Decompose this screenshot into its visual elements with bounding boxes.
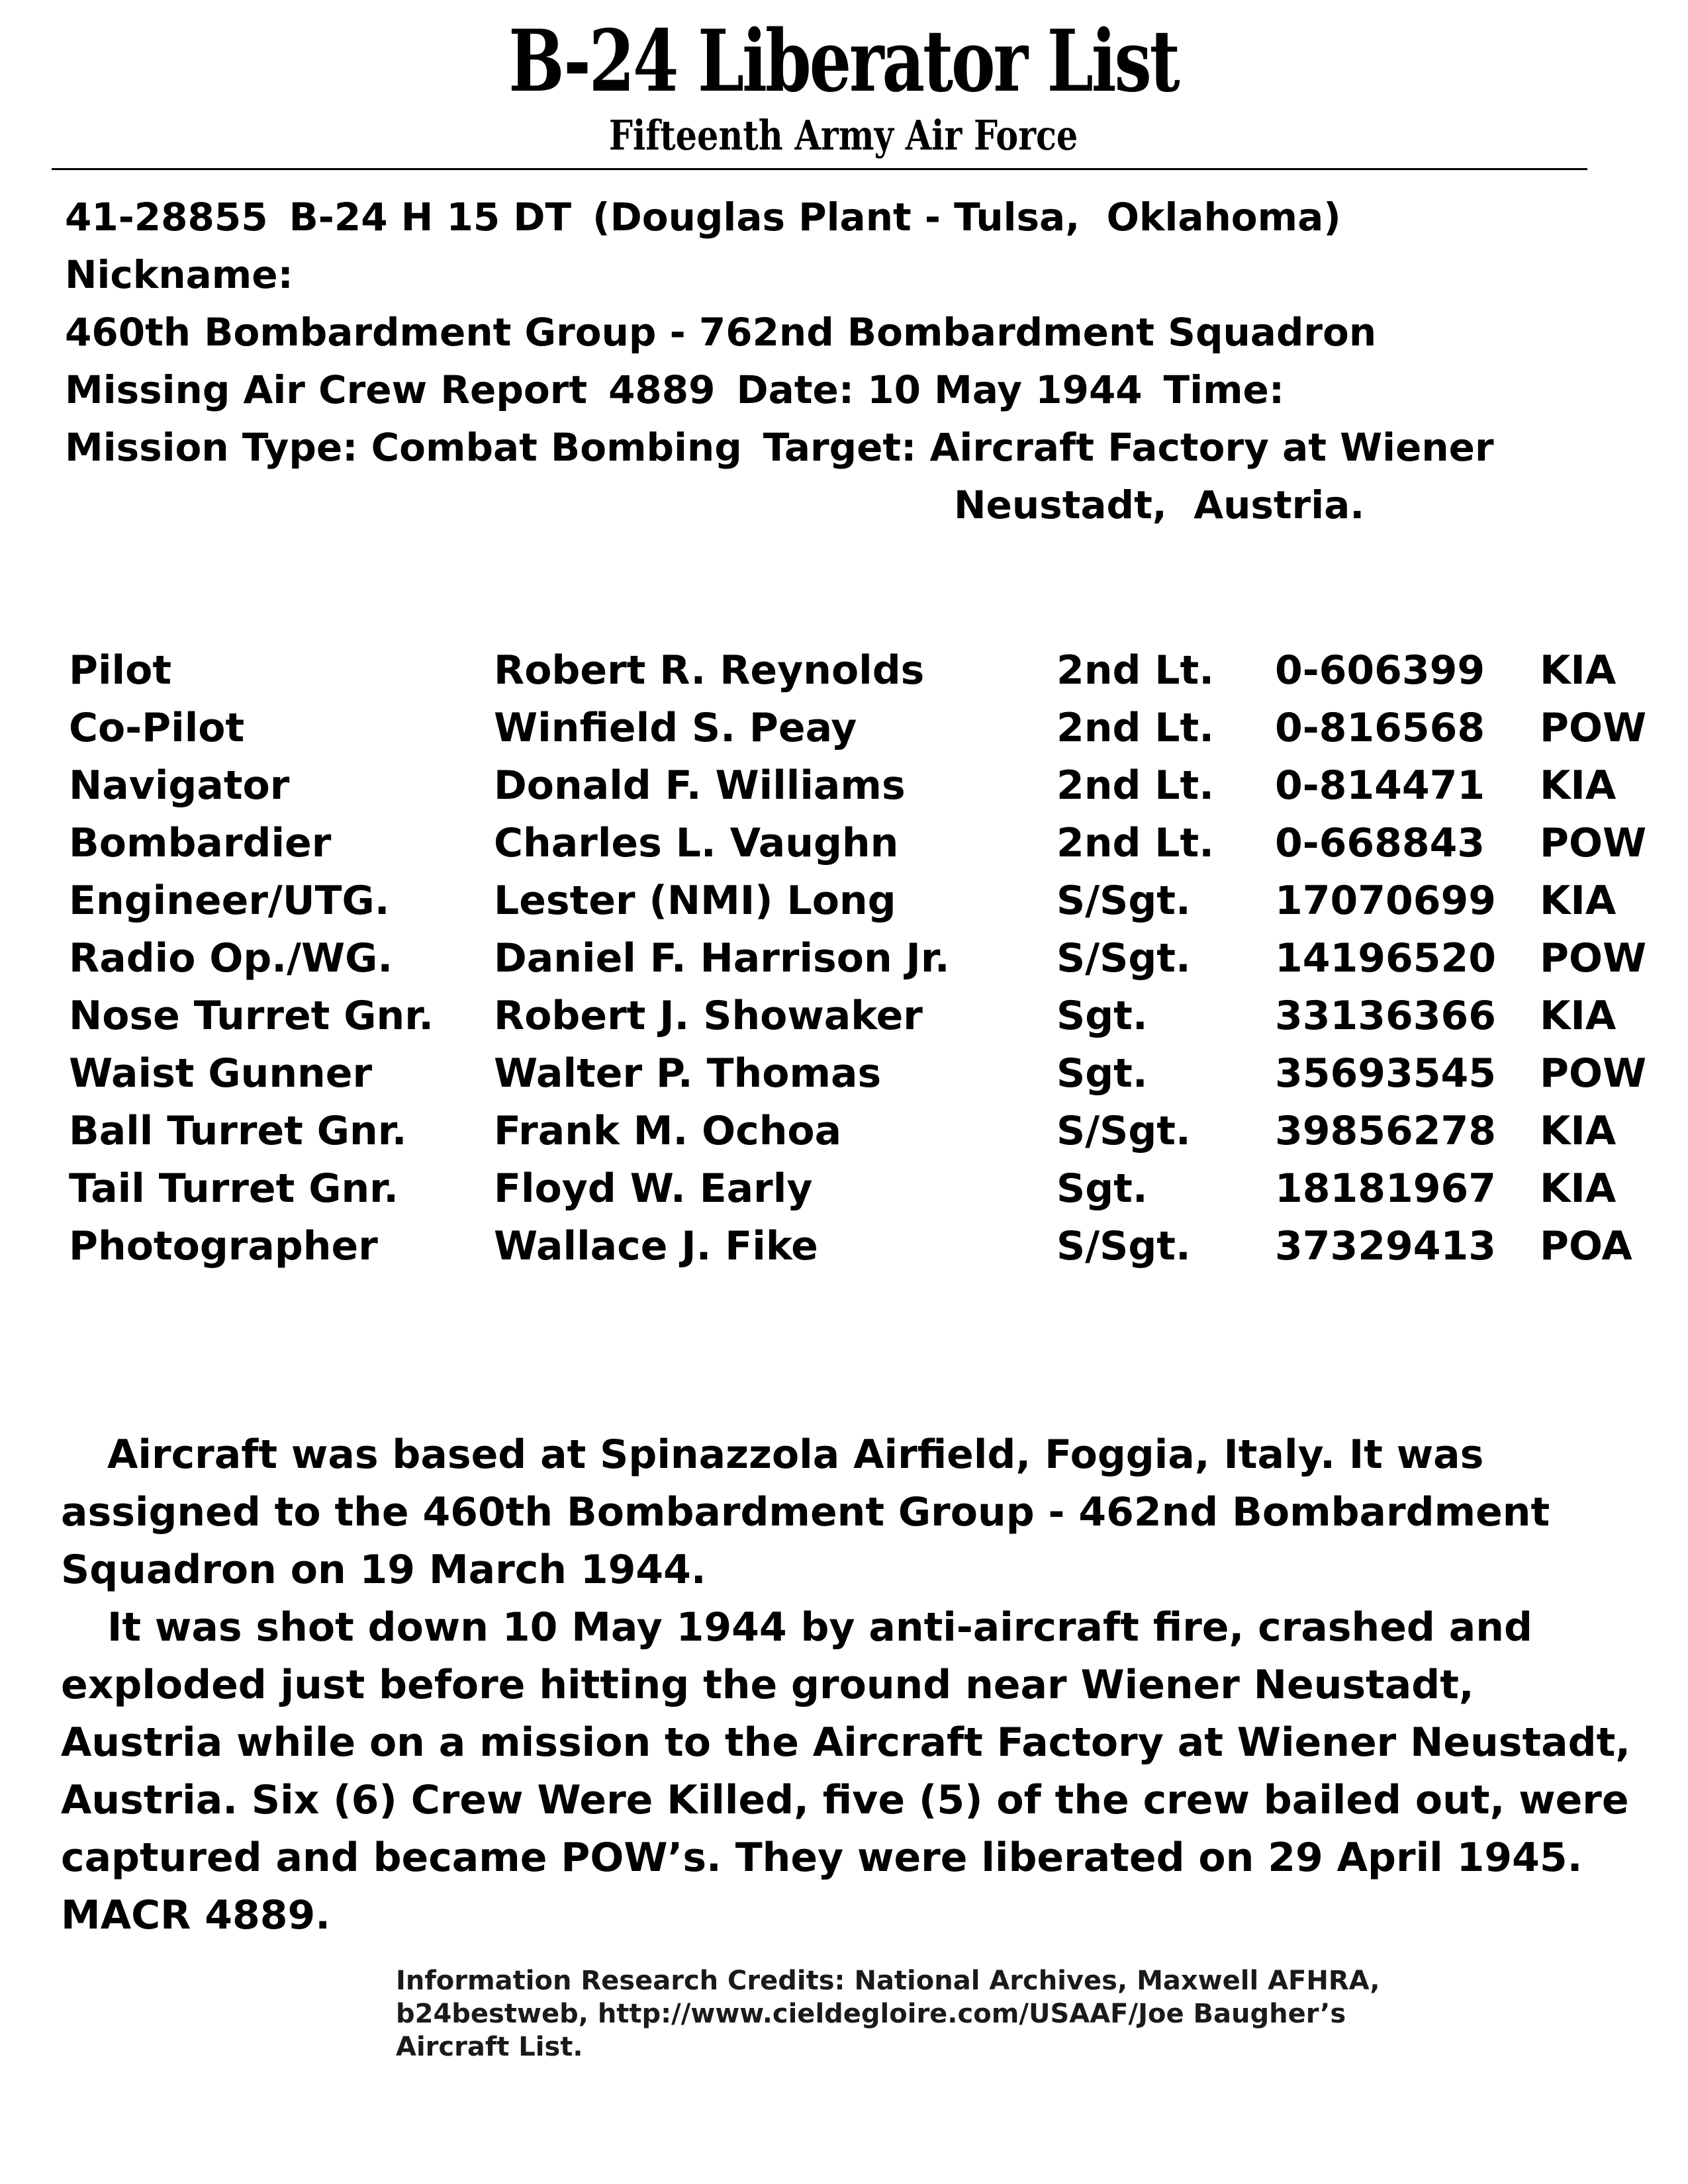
target-line-1: Aircraft Factory at Wiener	[929, 425, 1494, 470]
aircraft-id-line	[65, 189, 1494, 246]
date-value: 10 May 1944	[867, 367, 1143, 412]
crew-name: Daniel F. Harrison Jr.	[494, 935, 950, 981]
credits-line-1: Information Research Credits: National Archives, Maxwell AFHRA,	[396, 1966, 1380, 1996]
crew-position: Ball Turret Gnr.	[69, 1108, 407, 1154]
crew-rank: Sgt.	[1056, 993, 1148, 1039]
crew-position: Photographer	[69, 1223, 378, 1269]
crew-rank: 2nd Lt.	[1056, 705, 1215, 751]
crew-serial: 0-814471	[1275, 762, 1485, 809]
crew-name: Walter P. Thomas	[494, 1050, 882, 1097]
nickname-label: Nickname:	[65, 252, 293, 297]
narrative-paragraph-2: It was shot down 10 May 1944 by anti-aircraft fire, crashed and exploded just before hitting the ground near Wiener Neustadt, Austria while on a mission to the Aircraft Factory at Wiener Neustadt, Austria. Six (6) Crew Were Killed, five (5) of the crew bailed out, were captured and became POW’s. They were liberated on 29 April 1945. MACR 4889.	[61, 1604, 1631, 1938]
group-line: 460th Bombardment Group - 762nd Bombardment Squadron	[65, 310, 1377, 355]
aircraft-info	[65, 189, 1494, 534]
mission-type: Combat Bombing	[371, 425, 742, 470]
crew-status: POA	[1540, 1223, 1632, 1269]
crew-name: Donald F. Williams	[494, 762, 906, 809]
crew-rank: S/Sgt.	[1056, 935, 1191, 981]
crew-position: Tail Turret Gnr.	[69, 1165, 399, 1212]
mission-line	[65, 419, 1494, 477]
crew-rank: S/Sgt.	[1056, 1223, 1191, 1269]
page-subtitle: Fifteenth Army Air Force	[608, 111, 1078, 159]
crew-position: Engineer/UTG.	[69, 878, 390, 924]
crew-position: Navigator	[69, 762, 290, 809]
crew-serial: 33136366	[1275, 993, 1496, 1039]
crew-name: Floyd W. Early	[494, 1165, 813, 1212]
crew-name: Robert J. Showaker	[494, 993, 923, 1039]
aircraft-model: B-24 H 15 DT	[289, 195, 572, 240]
macr-number: 4889	[608, 367, 716, 412]
crew-status: POW	[1540, 705, 1647, 751]
date-label: Date:	[736, 367, 855, 412]
crew-rank: Sgt.	[1056, 1165, 1148, 1212]
aircraft-plant: (Douglas Plant - Tulsa, Oklahoma)	[592, 195, 1341, 240]
macr-label: Missing Air Crew Report	[65, 367, 588, 412]
crew-status: KIA	[1540, 878, 1617, 924]
target-label: Target:	[763, 425, 917, 470]
crew-status: KIA	[1540, 762, 1617, 809]
credits-line-3: Aircraft List.	[396, 2032, 583, 2062]
research-credits	[396, 1964, 1389, 2064]
nickname-line	[65, 246, 1494, 304]
title-divider	[52, 168, 1587, 170]
crew-position: Pilot	[69, 647, 172, 694]
narrative-paragraph-1: Aircraft was based at Spinazzola Airfield, Foggia, Italy. It was assigned to the 460th Bombardment Group - 462nd Bombardment Squadron on 19 March 1944.	[61, 1432, 1550, 1593]
crew-position: Nose Turret Gnr.	[69, 993, 434, 1039]
crew-rank: 2nd Lt.	[1056, 762, 1215, 809]
crew-status: POW	[1540, 1050, 1647, 1097]
crew-position: Radio Op./WG.	[69, 935, 393, 981]
crew-position: Waist Gunner	[69, 1050, 373, 1097]
page-title: B-24 Liberator List	[508, 12, 1178, 111]
crew-rank: Sgt.	[1056, 1050, 1148, 1097]
crew-rank: S/Sgt.	[1056, 1108, 1191, 1154]
crew-serial: 0-606399	[1275, 647, 1485, 694]
crew-serial: 0-668843	[1275, 820, 1485, 866]
crew-name: Winfield S. Peay	[494, 705, 857, 751]
crew-serial: 37329413	[1275, 1223, 1496, 1269]
crew-name: Robert R. Reynolds	[494, 647, 925, 694]
crew-name: Lester (NMI) Long	[494, 878, 896, 924]
credits-line-2: b24bestweb, http://www.cieldegloire.com/USAAF/Joe Baugher’s	[396, 1999, 1346, 2029]
mission-label: Mission Type:	[65, 425, 358, 470]
crew-serial: 14196520	[1275, 935, 1496, 981]
crew-position: Co-Pilot	[69, 705, 245, 751]
aircraft-serial: 41-28855	[65, 195, 268, 240]
crew-status: KIA	[1540, 1108, 1617, 1154]
crew-status: KIA	[1540, 993, 1617, 1039]
crew-name: Frank M. Ochoa	[494, 1108, 842, 1154]
crew-serial: 18181967	[1275, 1165, 1496, 1212]
crew-serial: 35693545	[1275, 1050, 1496, 1097]
crew-serial: 17070699	[1275, 878, 1496, 924]
crew-serial: 39856278	[1275, 1108, 1496, 1154]
crew-rank: S/Sgt.	[1056, 878, 1191, 924]
crew-position: Bombardier	[69, 820, 332, 866]
time-label: Time:	[1163, 367, 1285, 412]
macr-line	[65, 361, 1494, 419]
target-line-2: Neustadt, Austria.	[954, 482, 1365, 527]
crew-name: Wallace J. Fike	[494, 1223, 818, 1269]
crew-name: Charles L. Vaughn	[494, 820, 899, 866]
crew-status: POW	[1540, 820, 1647, 866]
crew-rank: 2nd Lt.	[1056, 820, 1215, 866]
narrative	[61, 1426, 1636, 1944]
crew-rank: 2nd Lt.	[1056, 647, 1215, 694]
crew-status: KIA	[1540, 647, 1617, 694]
crew-serial: 0-816568	[1275, 705, 1485, 751]
crew-status: KIA	[1540, 1165, 1617, 1212]
crew-status: POW	[1540, 935, 1647, 981]
